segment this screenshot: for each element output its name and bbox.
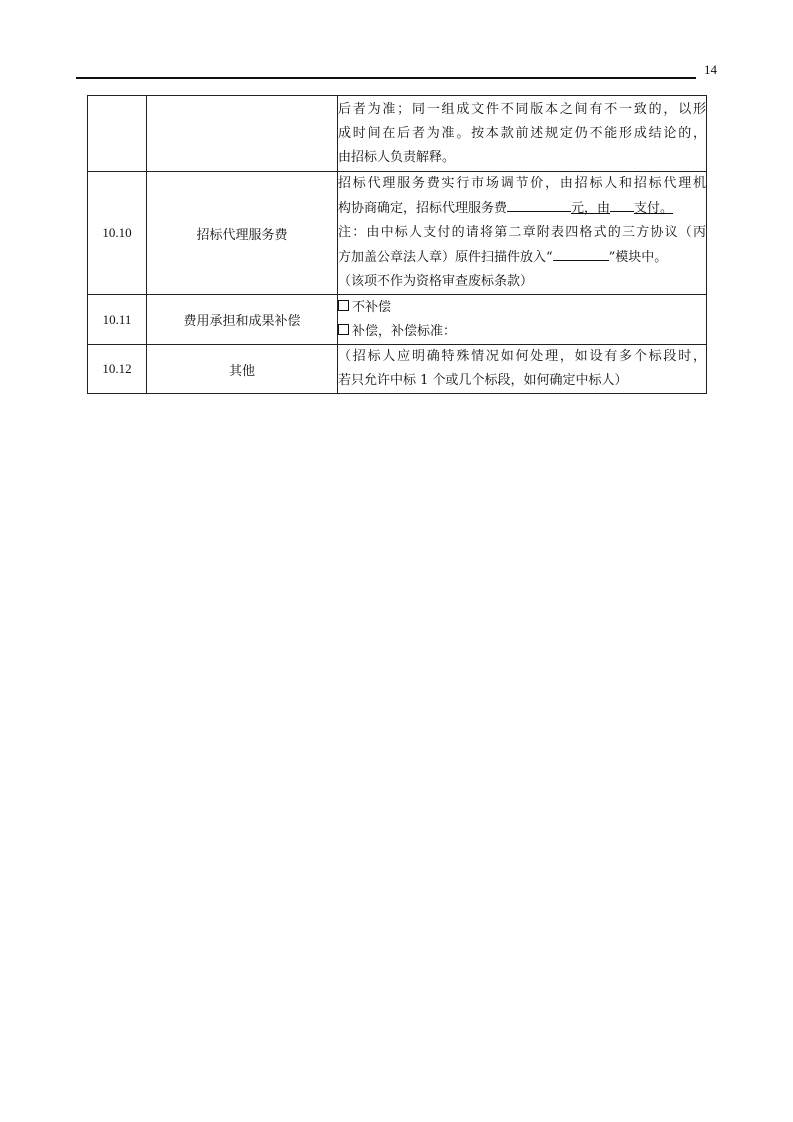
option-compensation [338,320,706,344]
content-line: 后者为准；同一组成文件不同版本之间有不一致的，以形 [338,101,706,117]
content-line: （招标人应明确特殊情况如何处理，如设有多个标段时， [338,349,706,364]
checkbox-icon [338,324,349,335]
content-line: 成时间在后者为准。按本款前述规定仍不能形成结论的， [338,125,706,141]
table-row [88,172,707,295]
table-row [88,96,707,172]
clause-name [147,96,338,172]
option-label: 不补偿 [352,299,392,315]
clause-name: 招标代理服务费 [147,172,338,295]
option-label: 补偿，补偿标准： [352,323,457,339]
table-row [88,295,707,345]
content-line [338,245,706,270]
clause-name: 其他 [147,345,338,394]
clause-content [338,345,707,394]
content-line: 招标代理服务费实行市场调节价，由招标人和招标代理机 [338,176,706,191]
content-line [338,196,706,221]
payer-blank [610,196,634,212]
option-no-compensation [338,296,706,320]
clause-content [338,295,707,345]
content-line: 由招标人负责解释。 [338,149,456,165]
content-line: 注：由中标人支付的请将第二章附表四格式的三方协议（丙 [338,225,706,240]
checkbox-icon [338,300,349,311]
clause-content [338,96,707,172]
content-text: 构协商确定，招标代理服务费 [338,201,508,216]
clause-number: 10.12 [88,345,147,394]
clause-number: 10.10 [88,172,147,295]
clause-name: 费用承担和成果补偿 [147,295,338,345]
header-rule [76,77,696,79]
content-text: 元，由 [571,201,611,216]
clause-table [87,95,707,394]
content-text: 方加盖公章法人章）原件扫描件放入“ [338,250,553,265]
page-number: 14 [704,62,717,77]
clause-number [88,96,147,172]
clause-number: 10.11 [88,295,147,345]
clause-content [338,172,707,295]
fee-amount-blank [507,196,571,212]
module-name-blank [553,245,609,261]
content-line: 若只允许中标 1 个或几个标段，如何确定中标人） [338,373,628,388]
content-text: ”模块中。 [608,250,668,265]
content-line: （该项不作为资格审查废标条款） [338,274,534,289]
table-row [88,345,707,394]
content-text: 支付。 [634,201,674,216]
